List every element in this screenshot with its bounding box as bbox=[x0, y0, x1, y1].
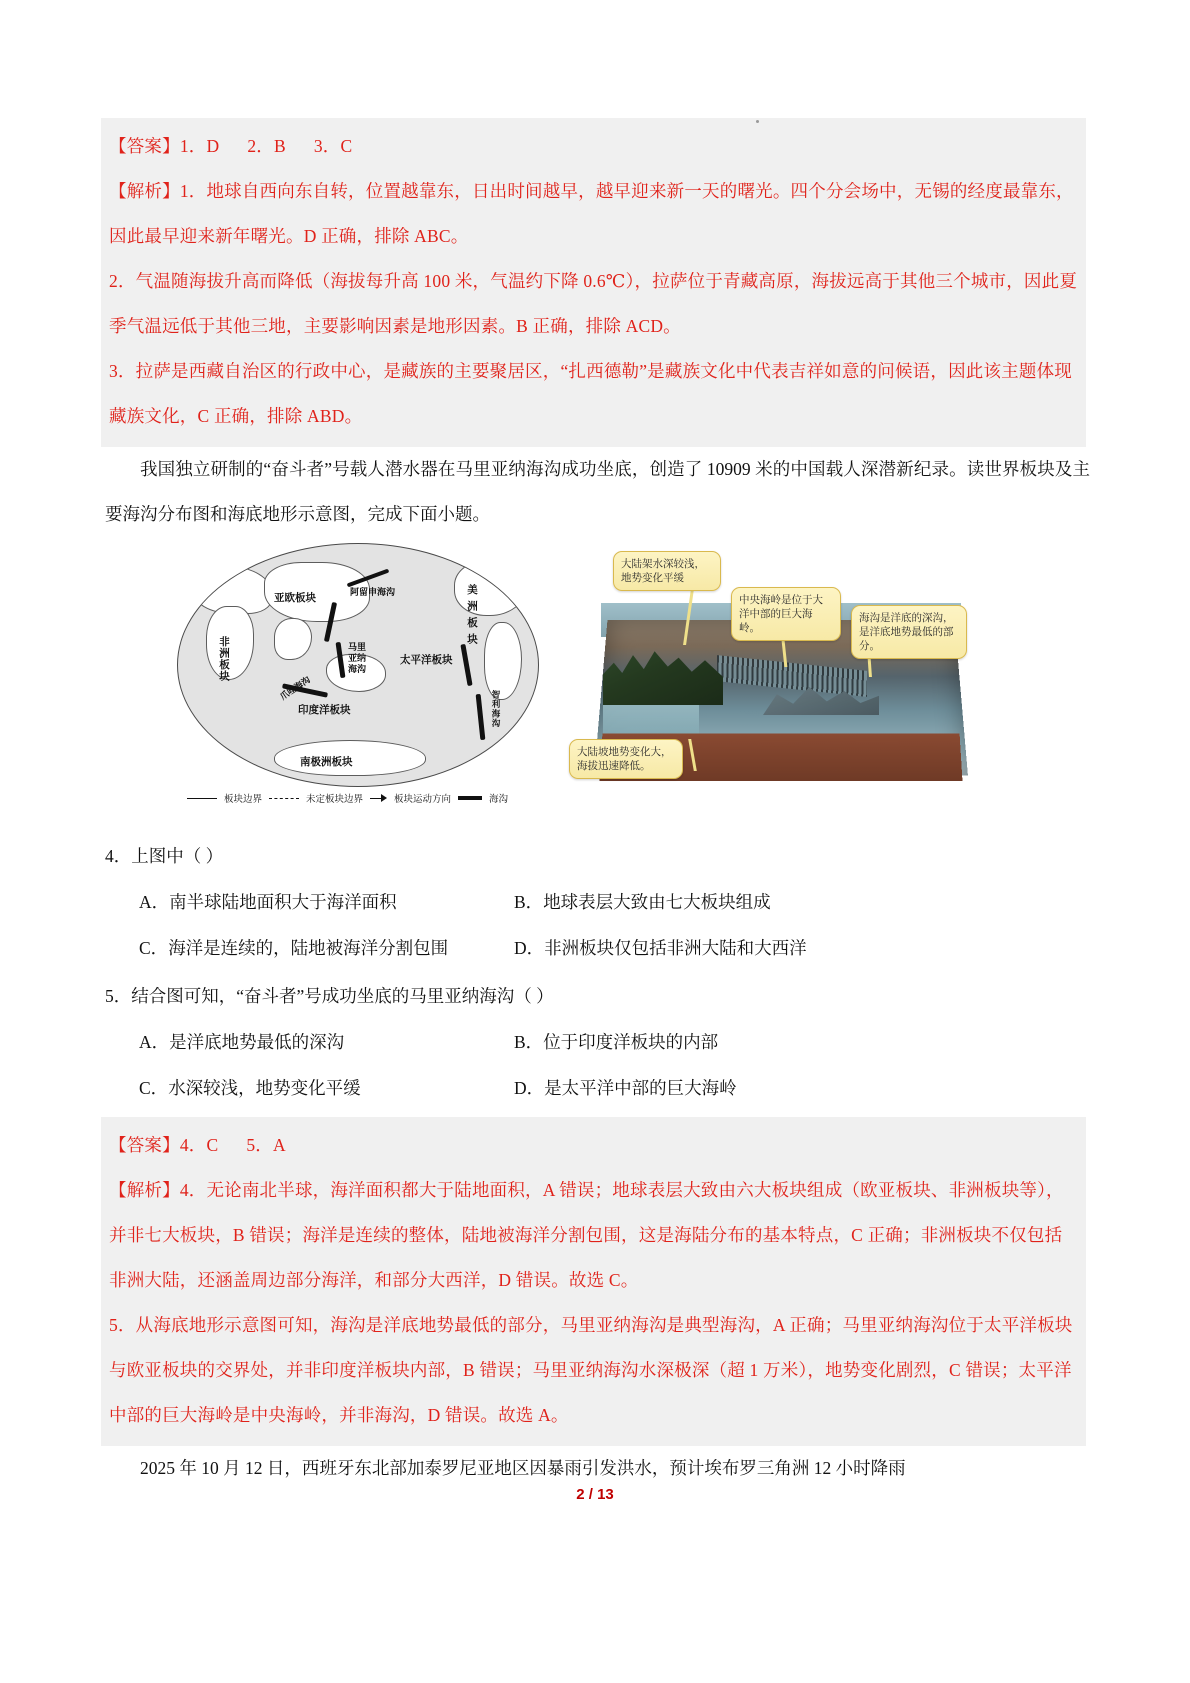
question-5-option-d[interactable] bbox=[514, 1065, 737, 1111]
question-5-stem: 5．结合图可知，“奋斗者”号成功坐底的马里亚纳海沟（ ） bbox=[105, 986, 554, 1006]
answer-value-4: C bbox=[206, 1135, 219, 1155]
question-4-option-c[interactable] bbox=[139, 925, 514, 971]
answer-num-5: 5． bbox=[246, 1135, 273, 1155]
option-text-c: 海洋是连续的，陆地被海洋分割包围 bbox=[168, 938, 449, 958]
callout-mid-ocean-ridge: 中央海岭是位于大洋中部的巨大海岭。 bbox=[731, 587, 841, 641]
analysis-text-1: 1．地球自西向东自转，位置越靠东，日出时间越早，越早迎来新一天的曙光。四个分会场中，无锡的经度最靠东，因此最早迎来新年曙光。D 正确，排除 ABC。 bbox=[109, 181, 1074, 246]
question-4-option-row-2 bbox=[139, 925, 1090, 971]
analysis-label: 【解析】 bbox=[109, 1180, 180, 1200]
option-text-a: 南半球陆地面积大于海洋面积 bbox=[169, 892, 397, 912]
globe-outline bbox=[177, 543, 539, 787]
answer-label: 【答案】 bbox=[109, 136, 180, 156]
option-text-c: 水深较浅，地势变化平缓 bbox=[168, 1078, 361, 1098]
map-legend bbox=[187, 791, 537, 805]
analysis-paragraph-3: 3．拉萨是西藏自治区的行政中心，是藏族的主要聚居区，“扎西德勒”是藏族文化中代表吉祥如意的问候语，因此该主题体现藏族文化，C 正确，排除 ABD。 bbox=[109, 361, 1072, 426]
question-4-options bbox=[105, 879, 1090, 971]
legend-label-plate-boundary: 板块边界 bbox=[224, 794, 263, 805]
answer-num-3: 3． bbox=[313, 136, 341, 156]
option-text-b: 位于印度洋板块的内部 bbox=[543, 1032, 719, 1052]
option-key-d: D． bbox=[514, 938, 545, 958]
answer-line-2 bbox=[109, 1123, 1078, 1168]
answer-num-2: 2． bbox=[247, 136, 274, 156]
answer-label: 【答案】 bbox=[109, 1135, 180, 1155]
option-key-b: B． bbox=[514, 892, 544, 912]
answer-value-1: D bbox=[206, 136, 220, 156]
question-5-options bbox=[105, 1019, 1090, 1111]
answer-value-5: A bbox=[273, 1135, 286, 1155]
answer-value-3: C bbox=[340, 136, 353, 156]
analysis-paragraph-1 bbox=[109, 169, 1078, 259]
question-4-option-b[interactable] bbox=[514, 879, 771, 925]
answer-num-1: 1． bbox=[179, 136, 207, 156]
legend-label-undetermined-boundary: 未定板块边界 bbox=[306, 794, 364, 805]
question-4-stem: 4．上图中（ ） bbox=[105, 846, 224, 866]
map-label-aleutian-trench: 阿留申海沟 bbox=[350, 587, 396, 597]
answer-line-1 bbox=[109, 124, 1078, 169]
callout-continental-shelf: 大陆架水深较浅，地势变化平缓 bbox=[613, 551, 721, 591]
callout-continental-slope: 大陆坡地势变化大，海拔迅速降低。 bbox=[569, 739, 683, 779]
legend-dashed-line-icon bbox=[269, 798, 299, 799]
question-4-option-row-1 bbox=[139, 879, 1090, 925]
option-text-a: 是洋底地势最低的深沟 bbox=[169, 1032, 345, 1052]
question-5-option-row-2 bbox=[139, 1065, 1090, 1111]
question-4-option-a[interactable] bbox=[139, 879, 514, 925]
map-label-eurasian-plate: 亚欧板块 bbox=[274, 592, 316, 604]
analysis-paragraph-2: 2．气温随海拔升高而降低（海拔每升高 100 米，气温约下降 0.6℃），拉萨位于青藏高原，海拔远高于其他三个城市，因此夏季气温远低于其他三地，主要影响因素是地形因素。B 正确，排除 ACD。 bbox=[109, 271, 1078, 336]
answer-value-2: B bbox=[273, 136, 286, 156]
landmass-south-america bbox=[484, 622, 522, 700]
option-text-b: 地球表层大致由七大板块组成 bbox=[543, 892, 771, 912]
map-label-mariana-trench: 马里亚纳海沟 bbox=[348, 642, 367, 674]
legend-arrow-icon bbox=[370, 794, 387, 803]
landmass-africa bbox=[206, 606, 254, 680]
analysis-label: 【解析】 bbox=[109, 181, 180, 201]
analysis-paragraph-5: 5．从海底地形示意图可知，海沟是洋底地势最低的部分，马里亚纳海沟是典型海沟，A 正确；马里亚纳海沟位于太平洋板块与欧亚板块的交界处，并非印度洋板块内部，B 错误；马里亚纳海沟水深极深（超 1 万米），地势变化剧烈，C 错误；太平洋中部的巨大海岭是中央海岭，并非海沟，D 错误。故选 A。 bbox=[109, 1315, 1073, 1425]
option-text-d: 非洲板块仅包括非洲大陆和大西洋 bbox=[544, 938, 807, 958]
landmass-india bbox=[274, 618, 312, 660]
map-label-java-trench: 爪哇海沟 bbox=[278, 674, 312, 702]
trench-chile-mark bbox=[476, 694, 486, 740]
option-key-a: A． bbox=[139, 1032, 170, 1052]
trench-peru-mark bbox=[460, 644, 472, 686]
option-key-d: D． bbox=[514, 1078, 545, 1098]
map-label-antarctic-plate: 南极洲板块 bbox=[300, 756, 353, 768]
bottom-paragraph: 2025 年 10 月 12 日，西班牙东北部加泰罗尼亚地区因暴雨引发洪水，预计埃布罗三角洲 12 小时降雨 bbox=[140, 1458, 906, 1478]
legend-thick-bar-icon bbox=[458, 796, 482, 800]
callout-ocean-trench: 海沟是洋底的深沟，是洋底地势最低的部分。 bbox=[851, 605, 967, 659]
legend-label-trench: 海沟 bbox=[489, 794, 509, 805]
question-5-option-row-1 bbox=[139, 1019, 1090, 1065]
world-plate-map bbox=[177, 543, 537, 805]
seafloor-diagram bbox=[567, 543, 997, 813]
landmass-north-america bbox=[454, 560, 526, 616]
question-5-option-b[interactable] bbox=[514, 1019, 718, 1065]
answer-block-2 bbox=[101, 1117, 1086, 1446]
legend-solid-line-icon bbox=[187, 798, 217, 799]
question-4-option-d[interactable] bbox=[514, 925, 807, 971]
option-text-d: 是太平洋中部的巨大海岭 bbox=[544, 1078, 737, 1098]
analysis-text-4: 4．无论南北半球，海洋面积都大于陆地面积，A 错误；地球表层大致由六大板块组成（欧亚板块、非洲板块等），并非七大板块，B 错误；海洋是连续的整体，陆地被海洋分割包围，这是海陆分布的基本特点，C 正确；非洲板块不仅包括非洲大陆，还涵盖周边部分海洋，和部分大西洋，D 错误。故选 C。 bbox=[109, 1180, 1064, 1290]
page-number: 2 / 13 bbox=[576, 1486, 614, 1503]
answer-block-1 bbox=[101, 118, 1086, 447]
map-label-pacific-plate: 太平洋板块 bbox=[400, 654, 453, 666]
answer-num-4: 4． bbox=[179, 1135, 207, 1155]
page-dot-mark bbox=[756, 120, 759, 123]
option-key-c: C． bbox=[139, 938, 169, 958]
map-label-indian-ocean-plate: 印度洋板块 bbox=[298, 704, 351, 716]
option-key-a: A． bbox=[139, 892, 170, 912]
map-label-american-plate: 美洲板块 bbox=[466, 584, 478, 650]
option-key-b: B． bbox=[514, 1032, 544, 1052]
intro-paragraph: 我国独立研制的“奋斗者”号载人潜水器在马里亚纳海沟成功坐底，创造了 10909 米的中国载人深潜新纪录。读世界板块及主要海沟分布图和海底地形示意图，完成下面小题。 bbox=[105, 459, 1090, 524]
option-key-c: C． bbox=[139, 1078, 169, 1098]
map-label-chile-trench: 智利海沟 bbox=[491, 690, 501, 728]
question-5-option-a[interactable] bbox=[139, 1019, 514, 1065]
figures-row bbox=[105, 541, 1090, 831]
analysis-paragraph-4 bbox=[109, 1168, 1078, 1303]
legend-label-plate-motion: 板块运动方向 bbox=[394, 794, 452, 805]
question-5-option-c[interactable] bbox=[139, 1065, 514, 1111]
map-label-african-plate: 非洲板块 bbox=[218, 636, 230, 682]
